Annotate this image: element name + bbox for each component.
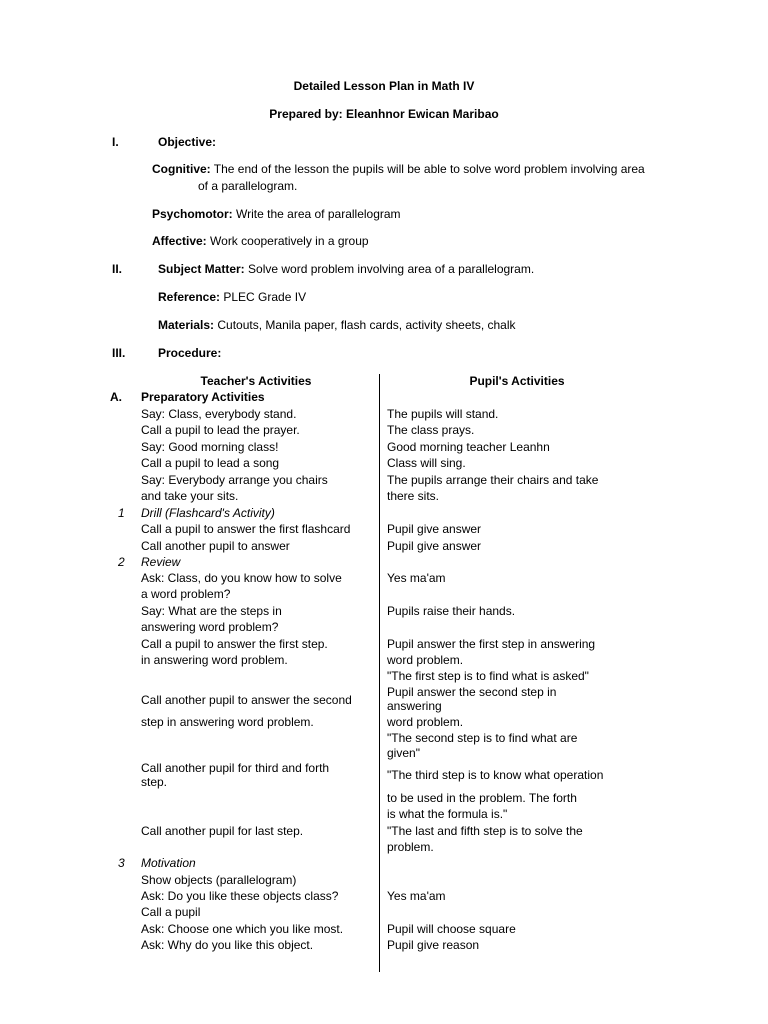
subject-matter-label: Subject Matter: <box>158 262 245 276</box>
affective-label: Affective: <box>152 234 207 248</box>
teacher-line: Call another pupil to answer the second <box>141 693 352 707</box>
teacher-line: answering word problem? <box>141 620 279 634</box>
subject-matter-line <box>158 262 534 276</box>
teacher-line: Say: Everybody arrange you chairs <box>141 473 328 487</box>
pupil-line: Good morning teacher Leanhn <box>387 440 550 454</box>
section-a-letter: A. <box>110 390 122 404</box>
pupil-line: Pupil give reason <box>387 938 480 952</box>
pupil-line: Pupil give answer <box>387 522 482 536</box>
pupil-line: The class prays. <box>387 423 475 437</box>
pupil-activities-header: Pupil's Activities <box>469 374 565 388</box>
subhead-number: 2 <box>118 555 125 569</box>
reference-label: Reference: <box>158 290 221 304</box>
reference-line <box>158 290 306 304</box>
teacher-line: Ask: Choose one which you like most. <box>141 922 344 936</box>
materials-label: Materials: <box>158 318 215 332</box>
teacher-line: Show objects (parallelogram) <box>141 873 297 887</box>
teacher-line: Call a pupil to lead the prayer. <box>141 423 300 437</box>
pupil-line: Pupils raise their hands. <box>387 604 516 618</box>
subhead-review: Review <box>141 555 181 569</box>
teacher-activities-header: Teacher's Activities <box>200 374 312 388</box>
section-numeral-subject: II. <box>112 262 123 276</box>
psychomotor-text: Write the area of parallelogram <box>236 207 401 221</box>
section-numeral-objective: I. <box>112 135 119 149</box>
materials-text: Cutouts, Manila paper, flash cards, activity sheets, chalk <box>217 318 516 332</box>
teacher-line: Ask: Class, do you know how to solve <box>141 571 342 585</box>
teacher-line: Ask: Why do you like this object. <box>141 938 314 952</box>
section-a-title: Preparatory Activities <box>141 390 265 404</box>
section-heading-objective: Objective: <box>158 135 217 149</box>
pupil-line: Yes ma'am <box>387 889 446 903</box>
pupil-line: problem. <box>387 840 434 854</box>
teacher-line: Call another pupil to answer <box>141 539 290 553</box>
section-heading-procedure: Procedure: <box>158 346 222 360</box>
psychomotor-line <box>152 207 401 221</box>
pupil-line: answering <box>387 699 442 713</box>
pupil-line: Pupil answer the first step in answering <box>387 637 596 651</box>
teacher-line: in answering word problem. <box>141 653 288 667</box>
teacher-line: a word problem? <box>141 587 231 601</box>
subhead-number: 3 <box>118 856 125 870</box>
pupil-line: Class will sing. <box>387 456 466 470</box>
teacher-line: Say: Class, everybody stand. <box>141 407 297 421</box>
cognitive-label: Cognitive: <box>152 162 211 176</box>
pupil-line: "The first step is to find what is asked" <box>387 669 589 683</box>
pupil-line: "The last and fifth step is to solve the <box>387 824 583 838</box>
teacher-line: Call another pupil for third and forth <box>141 761 330 775</box>
section-numeral-procedure: III. <box>112 346 126 360</box>
reference-text: PLEC Grade IV <box>223 290 307 304</box>
pupil-line: to be used in the problem. The forth <box>387 791 577 805</box>
pupil-line: The pupils will stand. <box>387 407 499 421</box>
pupil-line: Pupil answer the second step in <box>387 685 557 699</box>
pupil-line: word problem. <box>387 653 464 667</box>
pupil-line: there sits. <box>387 489 440 503</box>
cognitive-text-cont: of a parallelogram. <box>198 179 298 193</box>
pupil-line: "The third step is to know what operation <box>387 768 604 782</box>
pupil-line: Pupil will choose square <box>387 922 516 936</box>
subhead-motivation: Motivation <box>141 856 196 870</box>
teacher-line: Call a pupil to answer the first step. <box>141 637 328 651</box>
teacher-line: Call a pupil to lead a song <box>141 456 280 470</box>
pupil-line: word problem. <box>387 715 464 729</box>
teacher-line: Call another pupil for last step. <box>141 824 304 838</box>
teacher-line: step. <box>141 775 168 789</box>
pupil-line: Yes ma'am <box>387 571 446 585</box>
psychomotor-label: Psychomotor: <box>152 207 233 221</box>
affective-line <box>152 234 369 248</box>
teacher-line: Call a pupil to answer the first flashcard <box>141 522 351 536</box>
pupil-line: is what the formula is." <box>387 807 508 821</box>
subject-matter-text: Solve word problem involving area of a parallelogram. <box>248 262 535 276</box>
subhead-number: 1 <box>118 506 125 520</box>
pupil-line: "The second step is to find what are <box>387 731 578 745</box>
pupil-line: given" <box>387 746 420 760</box>
cognitive-line <box>152 162 645 176</box>
prepared-by: Prepared by: Eleanhnor Ewican Maribao <box>269 107 499 121</box>
column-divider <box>379 374 380 972</box>
teacher-line: Say: Good morning class! <box>141 440 279 454</box>
pupil-line: Pupil give answer <box>387 539 482 553</box>
materials-line <box>158 318 516 332</box>
pupil-line: The pupils arrange their chairs and take <box>387 473 599 487</box>
teacher-line: Say: What are the steps in <box>141 604 282 618</box>
teacher-line: and take your sits. <box>141 489 239 503</box>
document-title: Detailed Lesson Plan in Math IV <box>293 79 475 93</box>
subhead-drill: Drill (Flashcard's Activity) <box>141 506 275 520</box>
affective-text: Work cooperatively in a group <box>210 234 369 248</box>
teacher-line: Ask: Do you like these objects class? <box>141 889 339 903</box>
teacher-line: step in answering word problem. <box>141 715 314 729</box>
cognitive-text: The end of the lesson the pupils will be able to solve word problem involving area <box>213 162 645 176</box>
teacher-line: Call a pupil <box>141 905 201 919</box>
